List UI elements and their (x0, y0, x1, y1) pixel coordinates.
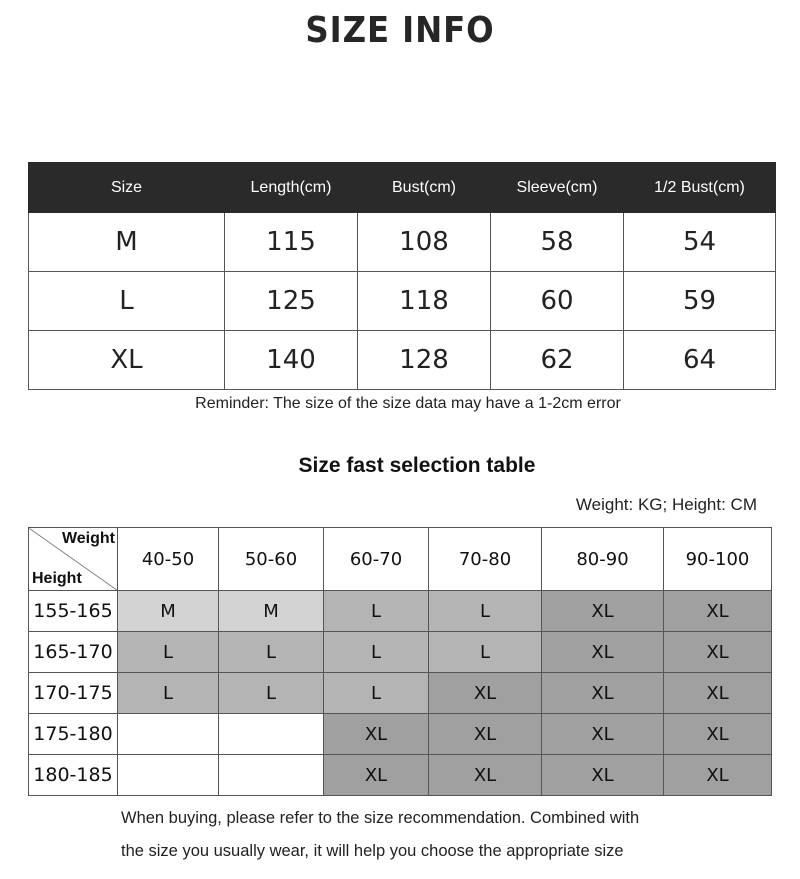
corner-header (29, 528, 118, 591)
weight-header: 50-60 (219, 528, 324, 591)
units-label: Weight: KG; Height: CM (575, 495, 757, 514)
sleeve-cell: 62 (491, 331, 624, 390)
half-bust-cell: 64 (624, 331, 776, 390)
half-bust-cell: 59 (624, 272, 776, 331)
bust-cell: 128 (358, 331, 491, 390)
recommended-size-cell: XL (542, 591, 664, 632)
recommended-size-cell: XL (429, 755, 542, 796)
recommended-size-cell: XL (429, 673, 542, 714)
note-line-2: the size you usually wear, it will help you choose the appropriate size (121, 842, 624, 860)
recommended-size-cell: XL (664, 632, 772, 673)
recommended-size-cell (219, 755, 324, 796)
size-table-header-row (29, 163, 776, 213)
size-cell: XL (29, 331, 225, 390)
size-cell: M (29, 213, 225, 272)
recommended-size-cell (118, 714, 219, 755)
corner-height-label: Height (32, 570, 82, 587)
recommended-size-cell: L (429, 632, 542, 673)
recommended-size-cell (118, 755, 219, 796)
height-range-cell: 170-175 (29, 673, 118, 714)
recommended-size-cell: L (118, 632, 219, 673)
weight-header: 70-80 (429, 528, 542, 591)
recommended-size-cell (219, 714, 324, 755)
sleeve-cell: 60 (491, 272, 624, 331)
recommended-size-cell: XL (664, 755, 772, 796)
length-cell: 115 (225, 213, 358, 272)
recommended-size-cell: L (324, 632, 429, 673)
corner-weight-label: Weight (61, 530, 115, 547)
height-range-cell: 180-185 (29, 755, 118, 796)
size-cell: L (29, 272, 225, 331)
recommended-size-cell: L (324, 673, 429, 714)
recommended-size-cell: XL (542, 714, 664, 755)
recommended-size-cell: XL (664, 591, 772, 632)
bust-cell: 108 (358, 213, 491, 272)
recommended-size-cell: XL (542, 755, 664, 796)
recommended-size-cell: XL (664, 714, 772, 755)
page-title: SIZE INFO (305, 10, 495, 51)
recommended-size-cell: L (219, 673, 324, 714)
table-row (29, 272, 776, 331)
table-row (29, 213, 776, 272)
reminder-text: Reminder: The size of the size data may have a 1-2cm error (195, 395, 621, 412)
recommended-size-cell: XL (542, 632, 664, 673)
table-row (29, 714, 772, 755)
header-bust: Bust(cm) (358, 163, 491, 213)
recommended-size-cell: L (219, 632, 324, 673)
recommended-size-cell: M (118, 591, 219, 632)
bust-cell: 118 (358, 272, 491, 331)
recommended-size-cell: L (118, 673, 219, 714)
recommended-size-cell: M (219, 591, 324, 632)
table-row (29, 673, 772, 714)
header-size: Size (29, 163, 225, 213)
header-half-bust: 1/2 Bust(cm) (624, 163, 776, 213)
selection-table-title: Size fast selection table (298, 454, 536, 477)
table-row (29, 591, 772, 632)
weight-header: 60-70 (324, 528, 429, 591)
recommended-size-cell: XL (542, 673, 664, 714)
weight-header: 80-90 (542, 528, 664, 591)
header-length: Length(cm) (225, 163, 358, 213)
height-range-cell: 165-170 (29, 632, 118, 673)
recommended-size-cell: XL (429, 714, 542, 755)
height-range-cell: 155-165 (29, 591, 118, 632)
recommended-size-cell: L (324, 591, 429, 632)
length-cell: 125 (225, 272, 358, 331)
recommended-size-cell: XL (324, 755, 429, 796)
header-sleeve: Sleeve(cm) (491, 163, 624, 213)
length-cell: 140 (225, 331, 358, 390)
recommended-size-cell: L (429, 591, 542, 632)
size-selection-table (28, 527, 772, 796)
size-info-table (28, 162, 776, 390)
table-row (29, 331, 776, 390)
recommended-size-cell: XL (664, 673, 772, 714)
half-bust-cell: 54 (624, 213, 776, 272)
height-range-cell: 175-180 (29, 714, 118, 755)
weight-header: 90-100 (664, 528, 772, 591)
table-row (29, 755, 772, 796)
sleeve-cell: 58 (491, 213, 624, 272)
note-line-1: When buying, please refer to the size recommendation. Combined with (121, 809, 640, 827)
selection-header-row (29, 528, 772, 591)
weight-header: 40-50 (118, 528, 219, 591)
table-row (29, 632, 772, 673)
recommended-size-cell: XL (324, 714, 429, 755)
